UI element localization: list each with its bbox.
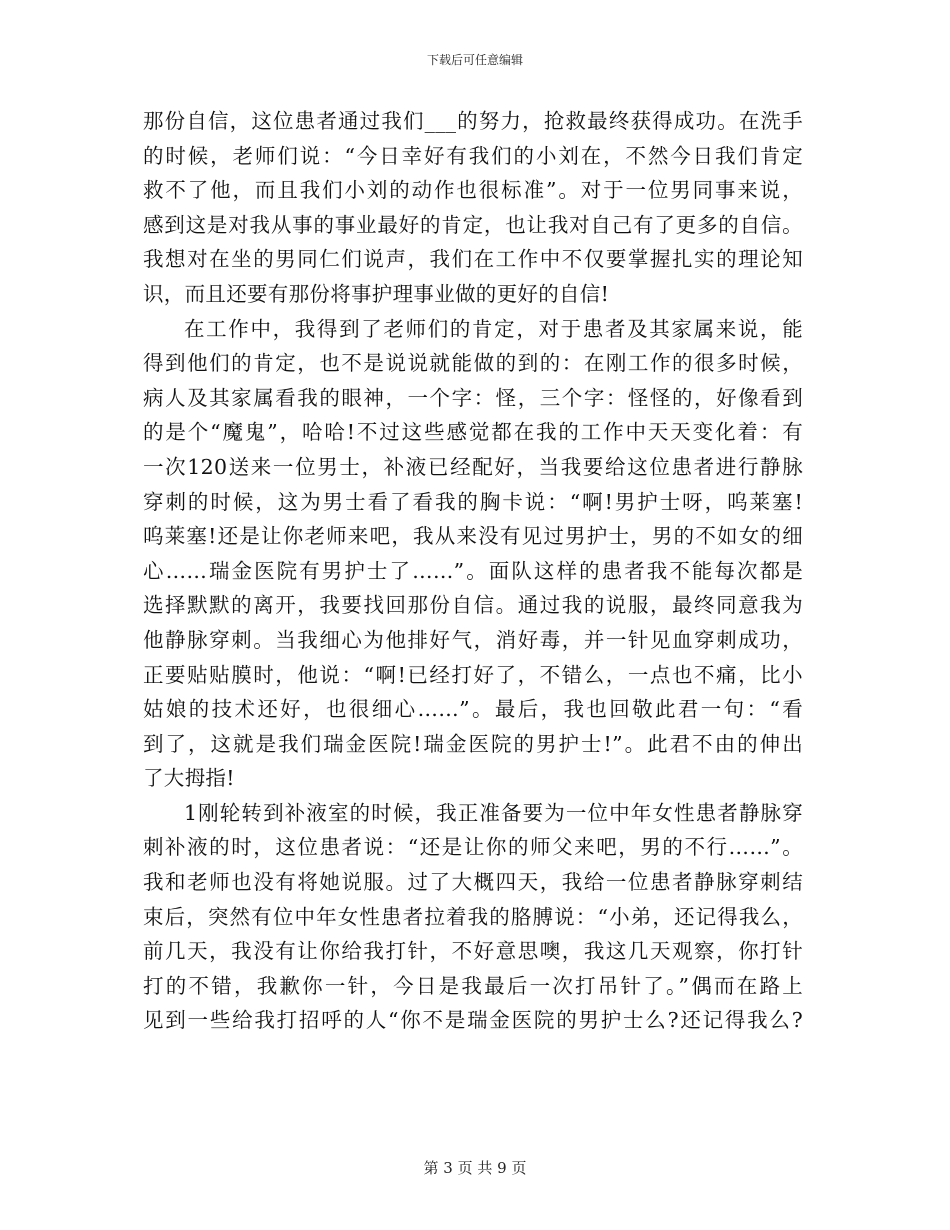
text-line: 姑娘的技术还好，也很细心……”。最后，我也回敬此君一句：“看 — [143, 697, 803, 722]
text-line: 的是个“魔鬼”，哈哈!不过这些感觉都在我的工作中天天变化着：有 — [143, 420, 803, 445]
page-footer: 第 3 页 共 9 页 — [423, 1159, 527, 1177]
text-line: 得到他们的肯定，也不是说说就能做的到的：在刚工作的很多时候， — [143, 351, 803, 376]
text-line: 一次120送来一位男士，补液已经配好，当我要给这位患者进行静脉 — [143, 454, 803, 479]
text-line: 到了，这就是我们瑞金医院!瑞金医院的男护士!”。此君不由的伸出 — [143, 731, 803, 756]
text-line: 前几天，我没有让你给我打针，不好意思噢，我这几天观察，你打针 — [143, 939, 803, 964]
text-line: 心……瑞金医院有男护士了……”。面队这样的患者我不能每次都是 — [143, 558, 803, 583]
text-line: 救不了他，而且我们小刘的动作也很标准”。对于一位男同事来说， — [143, 178, 803, 203]
text-line: 病人及其家属看我的眼神，一个字：怪，三个字：怪怪的，好像看到 — [143, 385, 803, 410]
page-header: 下载后可任意编辑 — [426, 53, 523, 67]
paragraph-3 — [143, 796, 803, 1038]
text-line: 那份自信，这位患者通过我们___的努力，抢救最终获得成功。在洗手 — [143, 109, 803, 133]
text-line: 见到一些给我打招呼的人“你不是瑞金医院的男护士么?还记得我么? — [143, 1008, 803, 1033]
text-line: 识，而且还要有那份将事护理事业做的更好的自信! — [143, 281, 610, 306]
text-line: 的时候，老师们说：“今日幸好有我们的小刘在，不然今日我们肯定 — [143, 143, 803, 168]
paragraph-2 — [143, 312, 803, 796]
text-line: 呜莱塞!还是让你老师来吧，我从来没有见过男护士，男的不如女的细 — [143, 524, 803, 549]
text-line: 正要贴贴膜时，他说：“啊!已经打好了，不错么，一点也不痛，比小 — [143, 662, 803, 687]
text-line: 在工作中，我得到了老师们的肯定，对于患者及其家属来说，能 — [184, 316, 803, 341]
text-line: 束后，突然有位中年女性患者拉着我的胳膊说：“小弟，还记得我么， — [143, 904, 803, 929]
text-line: 刺补液的时，这位患者说：“还是让你的师父来吧，男的不行……”。 — [143, 835, 803, 860]
text-line: 感到这是对我从事的事业最好的肯定，也让我对自己有了更多的自信。 — [143, 212, 803, 237]
text-line: 了大拇指! — [143, 766, 235, 791]
document-body — [143, 104, 803, 1038]
text-line: 我想对在坐的男同仁们说声，我们在工作中不仅要掌握扎实的理论知 — [143, 247, 803, 272]
text-line: 穿刺的时候，这为男士看了看我的胸卡说：“啊!男护士呀，呜莱塞! — [143, 489, 803, 514]
text-line: 1刚轮转到补液室的时候，我正准备要为一位中年女性患者静脉穿 — [184, 800, 803, 825]
text-line: 打的不错，我歉你一针，今日是我最后一次打吊针了。”偶而在路上 — [143, 973, 803, 998]
text-line: 他静脉穿刺。当我细心为他排好气，消好毒，并一针见血穿刺成功， — [143, 627, 803, 652]
text-line: 我和老师也没有将她说服。过了大概四天，我给一位患者静脉穿刺结 — [143, 870, 803, 895]
text-line: 选择默默的离开，我要找回那份自信。通过我的说服，最终同意我为 — [143, 593, 803, 618]
paragraph-1 — [143, 104, 803, 312]
